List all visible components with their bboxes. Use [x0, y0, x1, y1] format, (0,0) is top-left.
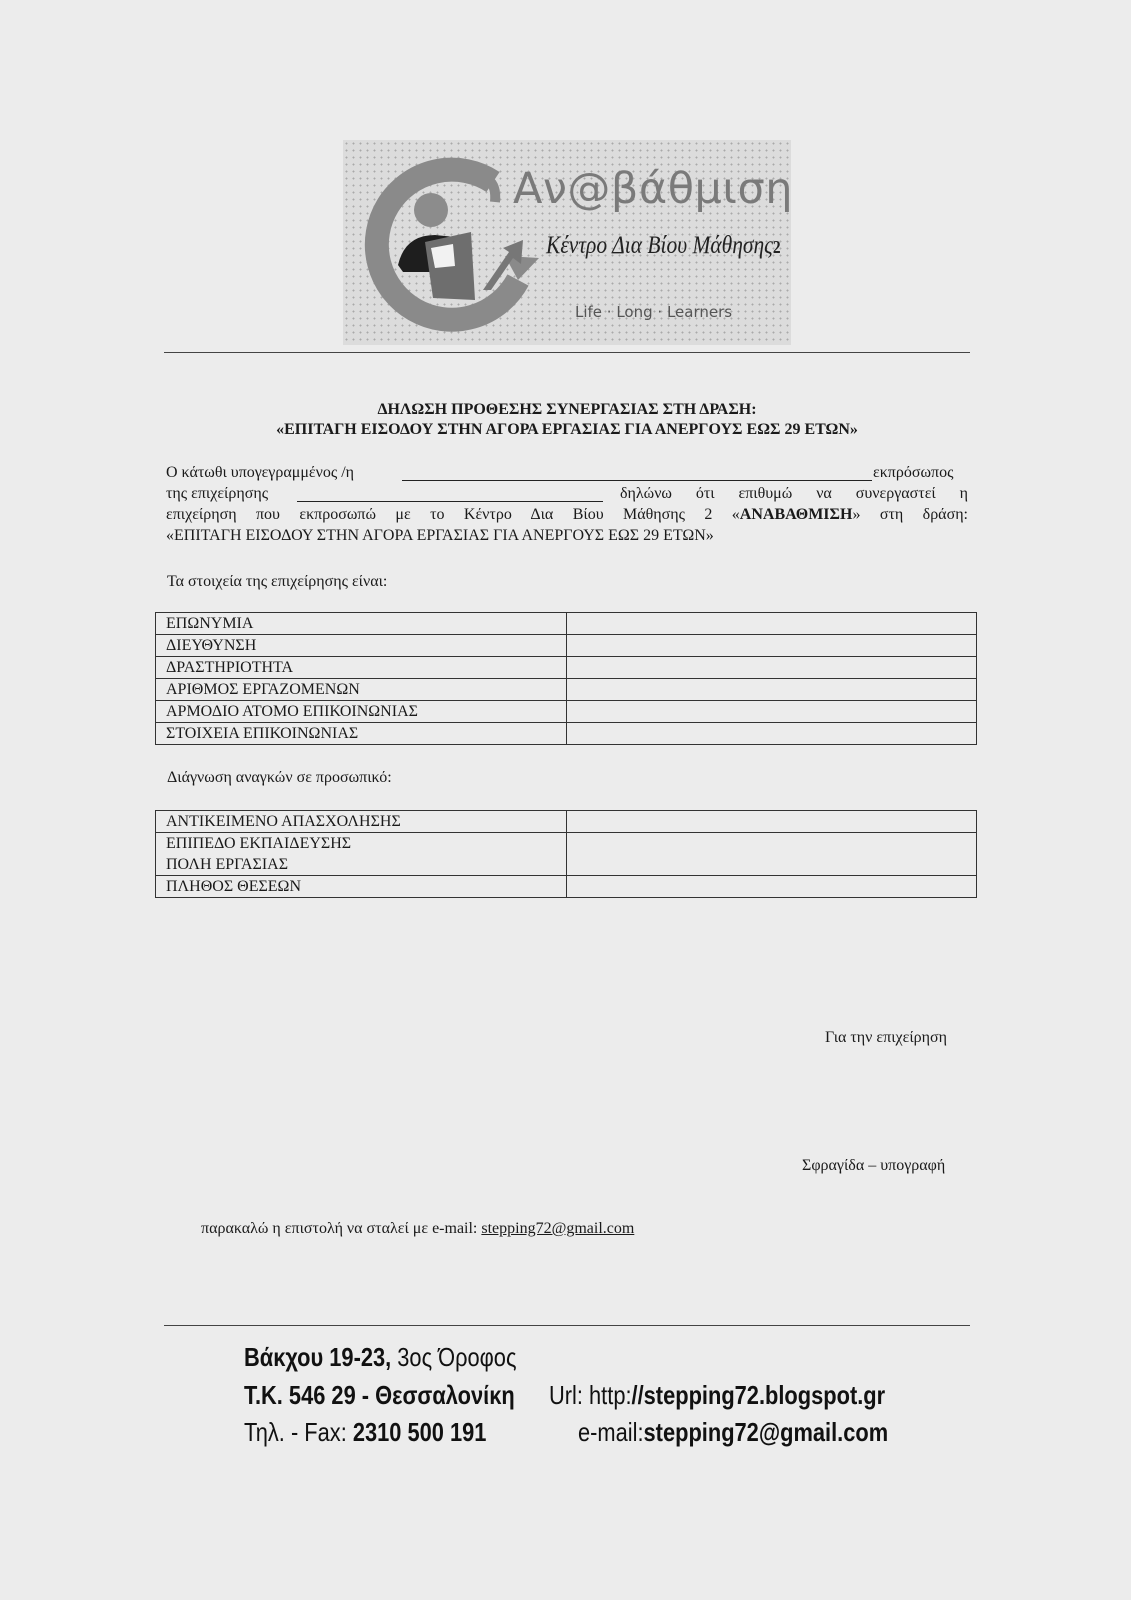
footer-phone-label: Τηλ. - Fax:	[244, 1417, 353, 1447]
row-value-field[interactable]	[567, 833, 977, 876]
row-value-field[interactable]	[567, 701, 977, 723]
row-value-field[interactable]	[567, 876, 977, 898]
paragraph-line-3	[166, 506, 968, 524]
logo-subtitle-text: Κέντρο Δια Βίου Μάθησης	[546, 232, 773, 259]
table-row	[156, 701, 977, 723]
footer-email-label: e-mail:	[578, 1417, 644, 1447]
row-value-field[interactable]	[567, 635, 977, 657]
email-request-text: παρακαλώ η επιστολή να σταλεί με e-mail:	[201, 1220, 478, 1237]
row-value-field[interactable]	[567, 679, 977, 701]
footer-url-link[interactable]: //stepping72.blogspot.gr	[631, 1380, 886, 1410]
footer-city-text: Τ.Κ. 546 29 - Θεσσαλονίκη	[244, 1380, 515, 1410]
paragraph-line-4: «ΕΠΙΤΑΓΗ ΕΙΣΟΔΟΥ ΣΤΗΝ ΑΓΟΡΑ ΕΡΓΑΣΙΑΣ ΓΙΑ ΑΝΕΡΓΟΥΣ ΕΩΣ 29 ΕΤΩΝ»	[166, 527, 714, 544]
company-details-table	[155, 612, 977, 745]
footer-url-label: Url: http:	[549, 1380, 632, 1410]
row-label: ΑΡΙΘΜΟΣ ΕΡΓΑΖΟΜΕΝΩΝ	[156, 679, 567, 701]
table-row	[156, 723, 977, 745]
stamp-signature-label: Σφραγίδα – υπογραφή	[802, 1157, 946, 1174]
row-label: ΑΡΜΟΔΙΟ ΑΤΟΜΟ ΕΠΙΚΟΙΝΩΝΙΑΣ	[156, 701, 567, 723]
heading-line-1: ΔΗΛΩΣΗ ΠΡΟΘΕΣΗΣ ΣΥΝΕΡΓΑΣΙΑΣ ΣΤΗ ΔΡΑΣΗ:	[377, 401, 757, 418]
footer-url	[549, 1380, 885, 1411]
logo-subtitle-number: 2	[772, 237, 781, 257]
row-value-field[interactable]	[567, 613, 977, 635]
table-row	[156, 613, 977, 635]
signer-line	[166, 464, 354, 482]
representative-label: εκπρόσωπος	[873, 464, 954, 481]
row-label: ΕΠΙΠΕΔΟ ΕΚΠΑΙΔΕΥΣΗΣ	[156, 833, 567, 855]
table-row	[156, 876, 977, 898]
row-label: ΑΝΤΙΚΕΙΜΕΝΟ ΑΠΑΣΧΟΛΗΣΗΣ	[156, 811, 567, 833]
logo	[343, 140, 791, 345]
footer-email-link[interactable]: stepping72@gmail.com	[643, 1417, 889, 1447]
row-label: ΣΤΟΙΧΕΙΑ ΕΠΙΚΟΙΝΩΝΙΑΣ	[156, 723, 567, 745]
logo-subtitle	[546, 232, 781, 260]
footer-floor: 3ος Όροφος	[391, 1342, 517, 1372]
program-name: ΑΝΑΒΑΘΜΙΣΗ	[739, 506, 853, 523]
row-value-field[interactable]	[567, 657, 977, 679]
row-label: ΔΡΑΣΤΗΡΙΟΤΗΤΑ	[156, 657, 567, 679]
document-heading	[164, 400, 970, 440]
for-company-label: Για την επιχείρηση	[825, 1029, 947, 1046]
table-row	[156, 811, 977, 833]
row-label: ΔΙΕΥΘΥΝΣΗ	[156, 635, 567, 657]
row-label: ΠΛΗΘΟΣ ΘΕΣΕΩΝ	[156, 876, 567, 898]
footer-phone	[244, 1417, 486, 1448]
footer-city	[244, 1380, 515, 1411]
logo-tagline: Life · Long · Learners	[575, 303, 733, 321]
row-label: ΠΟΛΗ ΕΡΓΑΣΙΑΣ	[156, 854, 567, 876]
table-row	[156, 657, 977, 679]
email-link[interactable]: stepping72@gmail.com	[481, 1220, 635, 1237]
paragraph-line-3-end: » στη δράση:	[852, 506, 969, 523]
row-value-field[interactable]	[567, 723, 977, 745]
heading-line-2: «ΕΠΙΤΑΓΗ ΕΙΣΟΔΟΥ ΣΤΗΝ ΑΓΟΡΑ ΕΡΓΑΣΙΑΣ ΓΙΑ ΑΝΕΡΓΟΥΣ ΕΩΣ 29 ΕΤΩΝ»	[276, 421, 858, 438]
table-row	[156, 679, 977, 701]
company-details-heading: Τα στοιχεία της επιχείρησης είναι:	[167, 573, 388, 590]
footer-email	[578, 1417, 888, 1448]
needs-table	[155, 810, 977, 898]
table-row	[156, 635, 977, 657]
signer-label: Ο κάτωθι υπογεγραμμένος /η	[166, 464, 354, 481]
header-divider	[164, 352, 970, 353]
company-label: της επιχείρησης	[166, 485, 269, 502]
table-row	[156, 833, 977, 855]
footer-address	[244, 1342, 516, 1373]
paragraph-line-3-start: επιχείρηση που εκπροσωπώ με το Κέντρο Δια Βίου Μάθησης 2 «	[166, 506, 740, 523]
company-name-blank[interactable]	[297, 487, 603, 502]
footer-street: Βάκχου 19-23,	[244, 1342, 392, 1372]
footer-divider	[164, 1325, 970, 1326]
footer-phone-number: 2310 500 191	[352, 1417, 487, 1447]
needs-heading: Διάγνωση αναγκών σε προσωπικό:	[167, 769, 392, 786]
row-label: ΕΠΩΝΥΜΙΑ	[156, 613, 567, 635]
declare-text: δηλώνω ότι επιθυμώ να συνεργαστεί η	[620, 485, 968, 502]
logo-title: Αν@βάθμιση	[513, 164, 793, 214]
email-request	[201, 1220, 634, 1238]
row-value-field[interactable]	[567, 811, 977, 833]
signer-name-blank[interactable]	[402, 466, 872, 481]
